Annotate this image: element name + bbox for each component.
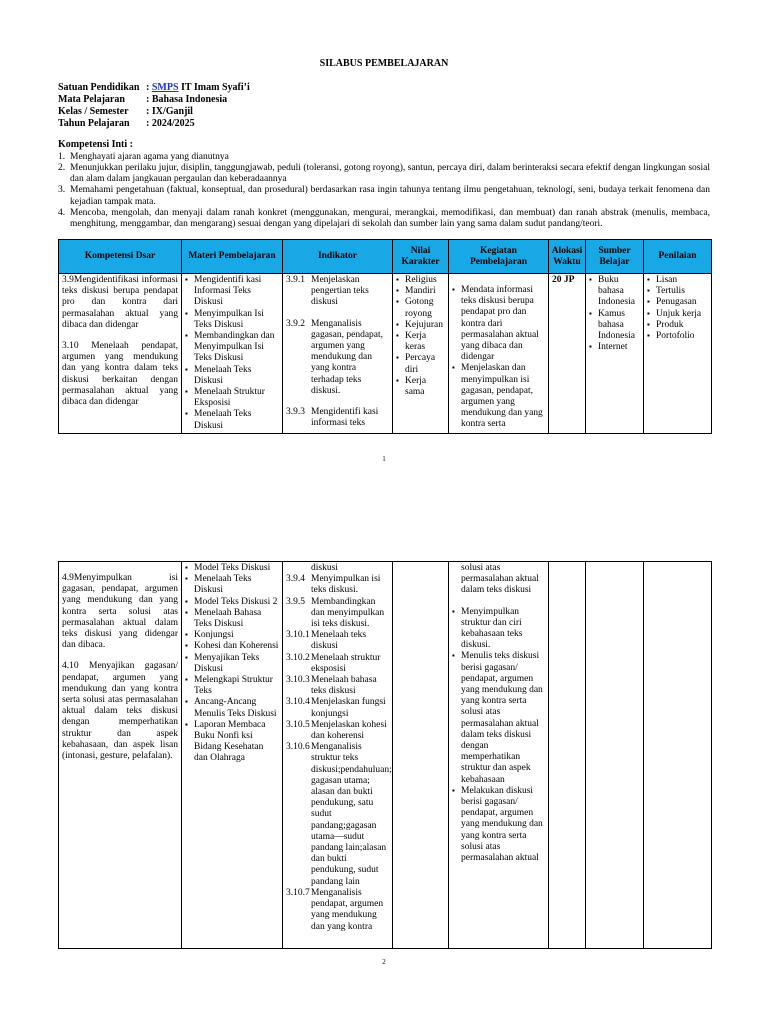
list-item: ▪ Portofolio (647, 331, 708, 342)
cell-indikator (283, 274, 393, 434)
indikator-item (286, 407, 389, 429)
header-sumber-belajar: Sumber Belajar (586, 240, 644, 274)
indikator-code: 3.10.1 (286, 630, 310, 641)
indikator-text: Menelaah bahasa teks diskusi (311, 675, 377, 697)
indikator-code: 3.9.5 (286, 596, 305, 607)
item-text: Mencoba, mengolah, dan menyaji dalam ranah konkret (menggunakan, mengurai, merangkai, memodifikasi, dan membuat) dan ranah abstrak (menulis, membaca, menghitung, menggambar, dan mengarang) sesuai dengan yang dipelajari di sekolah dan sumber lain yang sama dalam sudut pandang/teori. (70, 207, 710, 230)
list-item: ▪ Kohesi dan Koherensi (185, 641, 279, 652)
header-alokasi-waktu: Alokasi Waktu (549, 240, 586, 274)
indikator-item (286, 697, 389, 719)
list-item: ▪ Lisan (647, 275, 708, 286)
list-item: ▪ Menelaah Bahasa Teks Diskusi (185, 608, 279, 630)
indikator-continuation (286, 563, 389, 574)
meta-tahun-value: 2024/2025 (151, 118, 195, 129)
indikator-text: Menelaah struktur eksposisi (311, 652, 381, 674)
indikator-item (286, 742, 392, 888)
list-item: ▪ Internet (589, 342, 640, 353)
indikator-text: Menganalisis pendapat, argumen yang mendukung dan yang kontra (311, 887, 384, 932)
indikator-text: diskusi (311, 563, 338, 573)
meta-satuan-value (146, 82, 250, 94)
alokasi-value: 20 JP (552, 275, 575, 285)
item-text: Memahami pengetahuan (faktual, konseptual, dan prosedural) berdasarkan rasa ingin tahunya tentang ilmu pengetahuan, teknologi, seni, budaya terkait fenomena dan kejadian tampak mata. (70, 185, 710, 207)
indikator-text: Menyimpulkan isi teks diskusi. (311, 574, 381, 596)
meta-satuan (58, 82, 250, 94)
document-meta (58, 82, 250, 130)
meta-tahun-label: Tahun Pelajaran (58, 118, 130, 129)
list-item: ▪ Menelaah Teks Diskusi (185, 365, 279, 387)
kd-text: 3.10 Menelaah pendapat, argumen yang mendukung dan yang kontra dalam teks diskusi berkaitan dengan permasalahan aktual yang dibaca dan didengar (62, 341, 178, 408)
document-title: SILABUS PEMBELAJARAN (319, 58, 449, 69)
indikator-text: Menelaah teks diskusi (311, 630, 367, 652)
list-item: ▪ Buku bahasa Indonesia (589, 275, 640, 309)
school-name: IT Imam Syafi’i (178, 82, 250, 93)
list-item: ▪ Laporan Membaca Buku Nonfi ksi Bidang Kesehatan dan Olahraga (185, 720, 279, 765)
list-item (58, 152, 710, 163)
list-item: ▪ Menyajikan Teks Diskusi (185, 653, 279, 675)
header-kompetensi-dasar: Kompetensi Dsar (59, 240, 182, 274)
indikator-item (286, 275, 389, 309)
list-item (58, 185, 710, 207)
indikator-text: Menganalisis gagasan, pendapat, argumen yang mendukung dan yang kontra terhadap teks diskusi. (311, 318, 384, 396)
kd-text: 4.10 Menyajikan gagasan/ pendapat, argumen yang mendukung dan yang kontra serta solusi atas permasalahan aktual dalam teks diskusi dengan memperhatikan struktur dan aspek kebahasaan, dan aspek lisan (intonasi, gesture, pelafalan). (62, 661, 178, 762)
indikator-item (286, 675, 389, 697)
list-item: ▪ Produk (647, 320, 708, 331)
indikator-text: Membandingkan dan menyimpulkan isi teks diskusi. (311, 596, 385, 630)
cell-materi (182, 562, 283, 949)
indikator-text: Mengidentifi kasi informasi teks (311, 407, 379, 429)
item-number: 2. (58, 163, 66, 173)
list-item: ▪ Mandiri (396, 286, 445, 297)
cell-alokasi-waktu (549, 562, 586, 949)
list-item: ▪ Melakukan diskusi berisi gagasan/ pendapat, argumen yang mendukung dan yang kontra serta solusi atas permasalahan aktual (452, 786, 545, 864)
cell-penilaian (644, 562, 712, 949)
list-item: ▪ Menelaah Teks Diskusi (185, 574, 279, 596)
school-link[interactable]: SMPS (151, 82, 179, 93)
indikator-item (286, 653, 389, 675)
item-number: 4. (58, 207, 66, 218)
indikator-code: 3.9.4 (286, 574, 305, 585)
syllabus-table-page-1 (58, 239, 712, 434)
list-item: ▪ Menulis teks diskusi berisi gagasan/ pendapat, argumen yang mendukung dan yang kontra serta solusi atas permasalahan aktual dalam teks diskusi dengan memperhatikan struktur dan aspek kebahasaan (452, 651, 545, 785)
kd-text: 3.9Mengidentifikasi informasi teks diskusi berupa pendapat pro dan kontra dari permasalahan aktual yang dibaca dan didengar (62, 275, 178, 330)
list-item: ▪ Religius (396, 275, 445, 286)
list-item: ▪ Kerja sama (396, 376, 445, 398)
list-item: ▪ Kerja keras (396, 331, 445, 353)
kompetensi-inti-list (58, 152, 710, 230)
indikator-code: 3.10.4 (286, 697, 310, 708)
kompetensi-inti (58, 139, 710, 230)
meta-kelas-label: Kelas / Semester (58, 106, 129, 117)
list-item: ▪ Mendata informasi teks diskusi berupa pendapat pro dan kontra dari permasalahan aktual yang dibaca dan didengar (452, 285, 545, 363)
indikator-item (286, 720, 389, 742)
header-penilaian: Penilaian (644, 240, 712, 274)
cell-alokasi-waktu (549, 274, 586, 434)
sumber-list (589, 275, 640, 353)
meta-separator: : (146, 94, 152, 105)
list-item: ▪ Menelaah Teks Diskusi (185, 409, 279, 431)
indikator-code: 3.10.6 (286, 742, 310, 753)
kegiatan-continuation: solusi atas permasalahan aktual dalam teks diskusi (461, 563, 539, 596)
page-1 (0, 0, 768, 470)
list-item: ▪ Ancang-Ancang Menulis Teks Diskusi (185, 697, 279, 719)
list-item (58, 163, 710, 185)
cell-nilai-karakter (393, 562, 449, 949)
list-item: ▪ Model Teks Diskusi 2 (185, 597, 279, 608)
indikator-text: Menjelaskan pengertian teks diskusi (311, 275, 369, 308)
meta-separator: : (146, 118, 152, 129)
item-number: 3. (58, 185, 66, 196)
indikator-code: 3.9.3 (286, 407, 305, 418)
indikator-code: 3.10.7 (286, 887, 310, 898)
table-row (59, 562, 712, 949)
list-item: ▪ Penugasan (647, 297, 708, 308)
header-kegiatan: Kegiatan Pembelajaran (449, 240, 549, 274)
indikator-item (286, 319, 389, 397)
list-item: ▪ Membandingkan dan Menyimpulkan Isi Teks Diskusi (185, 331, 279, 365)
cell-sumber-belajar (586, 562, 644, 949)
list-item: ▪ Konjungsi (185, 630, 279, 641)
materi-list (185, 563, 279, 765)
list-item: ▪ Kejujuran (396, 320, 445, 331)
meta-mapel-label: Mata Pelajaran (58, 94, 125, 105)
penilaian-list (647, 275, 708, 342)
cell-indikator (283, 562, 393, 949)
header-nilai-karakter: Nilai Karakter (393, 240, 449, 274)
list-item: ▪ Unjuk kerja (647, 309, 708, 320)
cell-materi (182, 274, 283, 434)
list-item (58, 208, 710, 230)
table-row (59, 274, 712, 434)
nilai-list (396, 275, 445, 398)
cell-sumber-belajar (586, 274, 644, 434)
list-item: ▪ Menyimpulkan Isi Teks Diskusi (185, 309, 279, 331)
list-item: ▪ Tertulis (647, 286, 708, 297)
meta-kelas (58, 106, 250, 118)
kd-text: 4.9Menyimpulkan isi gagasan, pendapat, argumen yang mendukung dan yang kontra serta solusi atas permasalahan aktual dalam teks diskusi yang didengar dan dibaca. (62, 573, 178, 651)
list-item: ▪ Percaya diri (396, 353, 445, 375)
indikator-code: 3.9.2 (286, 318, 305, 329)
meta-satuan-label: Satuan Pendidikan (58, 82, 140, 93)
list-item: ▪ Model Teks Diskusi (185, 563, 279, 574)
indikator-text: Menjelaskan kohesi dan koherensi (311, 719, 387, 742)
kompetensi-inti-title: Kompetensi Inti : (58, 139, 133, 150)
list-item: ▪ Mengidentifi kasi Informasi Teks Diskusi (185, 275, 279, 309)
table-header-row (59, 240, 712, 274)
meta-separator: : (146, 82, 152, 93)
cell-kompetensi-dasar (59, 274, 182, 434)
meta-separator: : (146, 106, 152, 117)
meta-tahun (58, 118, 250, 130)
indikator-code: 3.9.1 (286, 275, 305, 285)
cell-kegiatan (449, 274, 549, 434)
list-item: ▪ Menyimpulkan struktur dan ciri kebahasaan teks diskusi. (452, 607, 545, 652)
syllabus-table-page-2 (58, 561, 712, 949)
list-item: ▪ Menelaah Struktur Eksposisi (185, 387, 279, 409)
indikator-code: 3.10.2 (286, 652, 310, 663)
list-item: ▪ Melengkapi Struktur Teks (185, 675, 279, 697)
list-item: ▪ Gotong royong (396, 297, 445, 319)
kegiatan-list (452, 285, 545, 431)
page-number: 2 (382, 958, 386, 966)
cell-nilai-karakter (393, 274, 449, 434)
meta-mapel-value: Bahasa Indonesia (151, 94, 228, 105)
header-indikator: Indikator (283, 240, 393, 274)
page-number: 1 (382, 455, 386, 463)
indikator-text: Menjelaskan fungsi konjungsi (311, 697, 386, 719)
meta-mapel (58, 94, 250, 106)
item-number: 1. (58, 151, 66, 162)
header-materi: Materi Pembelajaran (182, 240, 283, 274)
indikator-item (286, 630, 389, 652)
indikator-code: 3.10.3 (286, 675, 310, 686)
item-text: Menghayati ajaran agama yang dianutnya (70, 151, 229, 162)
meta-kelas-value: IX/Ganjil (151, 106, 193, 117)
indikator-code: 3.10.5 (286, 719, 310, 730)
indikator-item (286, 888, 389, 933)
indikator-item (286, 597, 389, 631)
list-item: ▪ Menjelaskan dan menyimpulkan isi gagasan, pendapat, argumen yang mendukung dan yang kontra serta (452, 363, 545, 430)
indikator-text: Menganalisis struktur teks diskusi;pendahuluan; gagasan utama; alasan dan bukti pendukung, satu sudut pandang;gagasan utama—sudut pandang lain;alasan dan bukti pendukung, sudut pandang lain (311, 742, 392, 887)
materi-list (185, 275, 279, 432)
list-item: ▪ Kamus bahasa Indonesia (589, 309, 640, 343)
kegiatan-list (452, 607, 545, 865)
item-text: Menunjukkan perilaku jujur, disiplin, tanggungjawab, peduli (toleransi, gotong royong), santun, percaya diri, dalam berinteraksi secara efektif dengan lingkungan sosial dan alam dalam jangkauan pergaulan dan keberadaannya (70, 163, 710, 185)
cell-penilaian (644, 274, 712, 434)
cell-kegiatan (449, 562, 549, 949)
indikator-item (286, 574, 389, 596)
cell-kompetensi-dasar (59, 562, 182, 949)
